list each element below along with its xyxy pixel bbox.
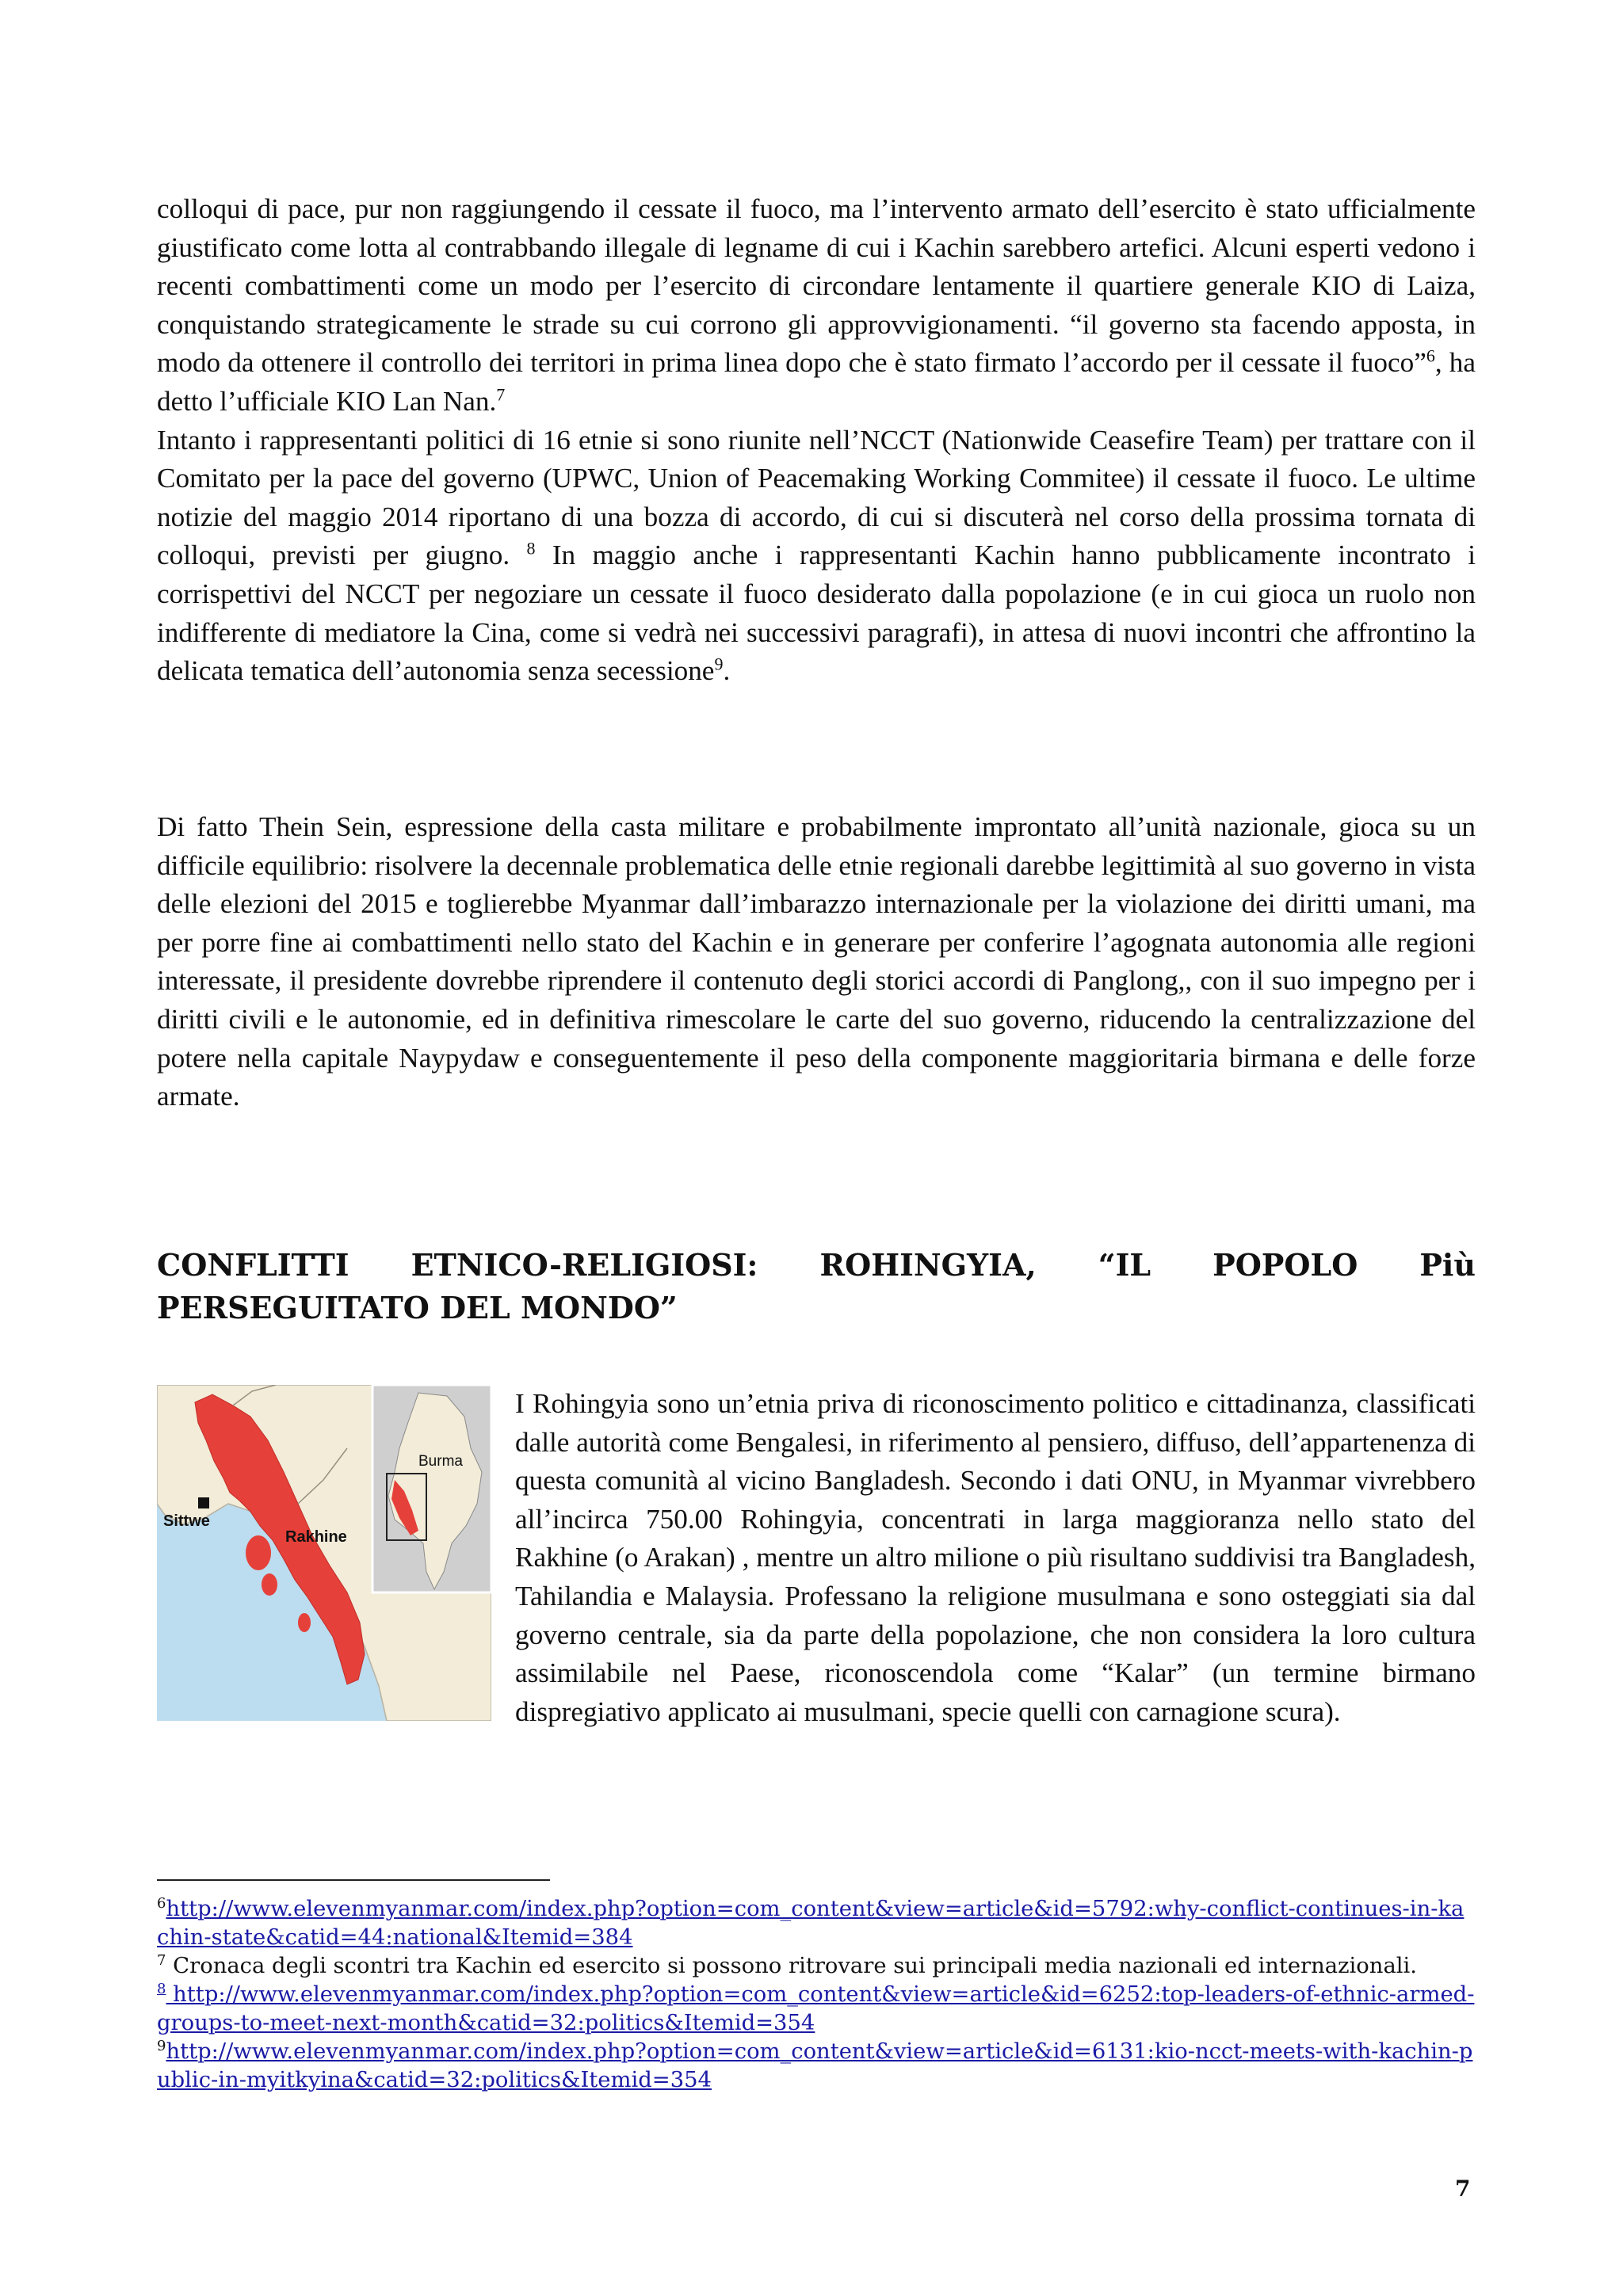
footnote-ref-8[interactable]: 8 xyxy=(526,538,536,559)
footnote-number: 9 xyxy=(157,2037,166,2054)
footnote-link[interactable]: http://www.elevenmyanmar.com/index.php?option=com_content&view=article&id=6252:top-leaders-of-ethnic-armed-groups-to-meet-next-month&catid=32:politics&Itemid=354 xyxy=(157,1982,1475,2035)
map-float-spacer xyxy=(157,1385,515,1733)
body-paragraph-thein-sein: Di fatto Thein Sein, espressione della casta militare e probabilmente improntato all’unità nazionale, gioca su un difficile equilibrio: risolvere la decennale problematica delle etnie regionali darebbe legittimità al suo governo in vista delle elezioni del 2015 e toglierebbe Myanmar dall’imbarazzo internazionale per la violazione dei diritti umani, ma per porre fine ai combattimenti nello stato del Kachin e in generare per conferire l’agognata autonomia alle regioni interessate, il presidente dovrebbe riprendere il contenuto degli storici accordi di Panglong,, con il suo impegno per i diritti civili e le autonomie, ed in definitiva rimescolare le carte del suo governo, riducendo la centralizzazione del potere nella capitale Naypydaw e conseguentemente il peso della componente maggioritaria birmana e delle forze armate. xyxy=(157,811,1476,1112)
page-number: 7 xyxy=(1455,2176,1471,2202)
footnote-number: 6 xyxy=(157,1894,166,1912)
footnote-7 xyxy=(157,1952,1476,1981)
footnote-text: Cronaca degli scontri tra Kachin ed esercito si possono ritrovare sui principali media nazionali ed internazionali. xyxy=(166,1954,1417,1978)
map-label-sittwe: Sittwe xyxy=(163,1512,210,1530)
footnote-6 xyxy=(157,1895,1476,1952)
paragraph-text: In maggio anche i rappresentanti Kachin hanno pubblicamente incontrato i corrispettivi del NCCT per negoziare un cessate il fuoco desiderato dalla popolazione (e in cui gioca un ruolo non indifferente di mediatore la Cina, come si vedrà nei successivi paragrafi), in attesa di nuovi incontri che affrontino la delicata tematica dell’autonomia senza secessione xyxy=(157,540,1476,687)
map-label-burma: Burma xyxy=(418,1453,463,1470)
footnotes xyxy=(157,1895,1476,2095)
footnote-8 xyxy=(157,1981,1476,2038)
paragraph-text: colloqui di pace, pur non raggiungendo il cessate il fuoco, ma l’intervento armato dell’esercito è stato ufficialmente giustificato come lotta al contrabbando illegale di legname di cui i Kachin sarebbero artefici. Alcuni esperti vedono i recenti combattimenti come un modo per l’esercito di circondare lentamente il quartiere generale KIO di Laiza, conquistando strategicamente le strade su cui corrono gli approvvigionamenti. “il governo sta facendo apposta, in modo da ottenere il controllo dei territori in prima linea dopo che è stato firmato l’accordo per il cessate il fuoco” xyxy=(157,193,1476,379)
section-heading: CONFLITTI ETNICO-RELIGIOSI: ROHINGYIA, “IL POPOLO Più PERSEGUITATO DEL MONDO” xyxy=(157,1247,1476,1325)
body-paragraph-rohingyia xyxy=(157,1385,1476,1733)
footnote-number: 8 xyxy=(157,1980,166,1997)
footnote-9 xyxy=(157,2038,1476,2095)
map-label-rakhine: Rakhine xyxy=(285,1528,347,1546)
footnote-ref-6[interactable]: 6 xyxy=(1426,345,1435,366)
footnote-link[interactable]: http://www.elevenmyanmar.com/index.php?option=com_content&view=article&id=6131:kio-ncct-meets-with-kachin-public-in-myitkyina&catid=32:politics&Itemid=354 xyxy=(157,2039,1473,2092)
footnote-link[interactable]: http://www.elevenmyanmar.com/index.php?option=com_content&view=article&id=5792:why-conflict-continues-in-kachin-state&catid=44:national&Itemid=384 xyxy=(157,1897,1465,1950)
footnote-separator xyxy=(157,1879,550,1881)
paragraph-text: Intanto i rappresentanti politici di 16 etnie si sono riunite nell’NCCT (Nationwide Ceasefire Team) per trattare con il Comitato per la pace del governo (UPWC, Union of Peacemaking Working Commitee) il cessate il fuoco. Le ultime notizie del maggio 2014 riportano di una bozza di accordo, di cui si discuterà nel corso della prossima tornata di colloqui, previsti per giugno. xyxy=(157,424,1476,571)
body-paragraph-ceasefire xyxy=(157,190,1476,691)
paragraph-text: . xyxy=(723,655,731,687)
footnote-ref-9[interactable]: 9 xyxy=(714,654,724,674)
footnote-ref-7[interactable]: 7 xyxy=(496,384,506,405)
paragraph-text: , ha detto l’ufficiale KIO Lan Nan. xyxy=(157,347,1476,417)
paragraph-text: I Rohingyia sono un’etnia priva di riconoscimento politico e cittadinanza, classificati dalle autorità come Bengalesi, in riferimento al pensiero, diffuso, dell’appartenenza di questa comunità al vicino Bangladesh. Secondo i dati ONU, in Myanmar vivrebbero all’incirca 750.00 Rohingyia, concentrati in larga maggioranza nello stato del Rakhine (o Arakan) , mentre un altro milione o più risultano suddivisi tra Bangladesh, Tahilandia e Malaysia. Professano la religione musulmana e sono osteggiati sia dal governo centrale, sia da parte della popolazione, che non considera la loro cultura assimilabile nel Paese, riconoscendola come “Kalar” (un termine birmano dispregiativo applicato ai musulmani, specie quelli con carnagione scura). xyxy=(515,1388,1476,1727)
footnote-number: 7 xyxy=(157,1951,166,1969)
